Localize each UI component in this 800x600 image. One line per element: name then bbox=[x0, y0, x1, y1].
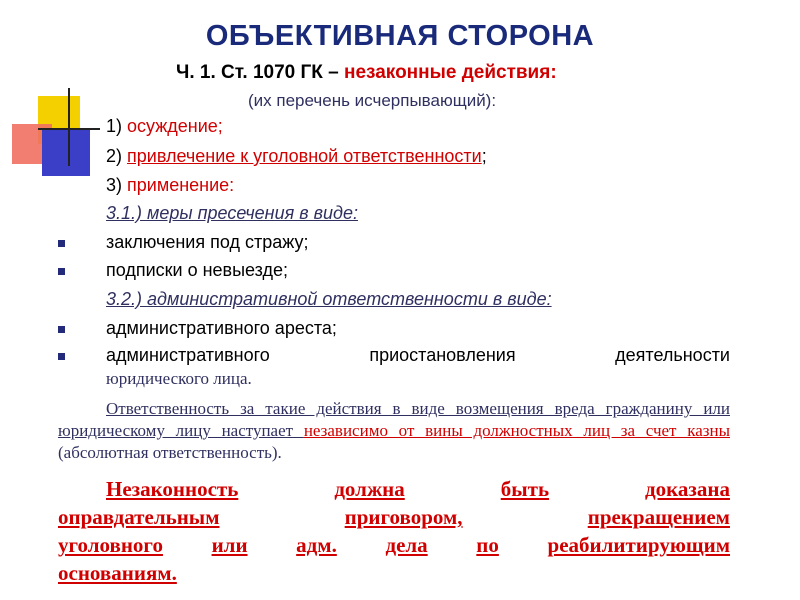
word: уголовного bbox=[58, 533, 163, 557]
subtitle-note: (их перечень исчерпывающий): bbox=[248, 91, 497, 110]
subsection-3-2: 3.2.) административной ответственности в виде: bbox=[106, 289, 552, 309]
bullet-marker bbox=[58, 326, 65, 333]
decor-vertical-line bbox=[68, 88, 70, 166]
bullet-marker bbox=[58, 268, 65, 275]
word: деятельности bbox=[615, 345, 730, 365]
subtitle-red: незаконные действия: bbox=[344, 62, 557, 83]
item-number: 1) bbox=[106, 116, 128, 136]
item-text: применение: bbox=[127, 175, 235, 195]
word: оправдательным bbox=[58, 505, 220, 529]
bullet-marker bbox=[58, 240, 65, 247]
word: Незаконность bbox=[106, 477, 239, 501]
conclusion-line-1 bbox=[58, 477, 730, 502]
item-number: 2) bbox=[106, 146, 128, 166]
bullet-item-3: административного ареста; bbox=[106, 318, 337, 338]
list-item-2 bbox=[106, 146, 487, 167]
word: реабилитирующим bbox=[547, 533, 730, 557]
para-text-red: независимо от вины должностных лиц за счет казны bbox=[303, 421, 730, 440]
word: по bbox=[476, 533, 499, 557]
subtitle-ref: Ч. 1. Ст. 1070 ГК bbox=[176, 62, 323, 83]
word: прекращением bbox=[587, 505, 730, 529]
slide-subtitle bbox=[176, 62, 557, 84]
decor-horizontal-line bbox=[38, 128, 100, 130]
bullet-item-4-cont: юридического лица. bbox=[106, 369, 252, 388]
bullet-item-4 bbox=[106, 345, 730, 366]
liability-paragraph bbox=[58, 398, 730, 464]
subsection-3-1: 3.1.) меры пресечения в виде: bbox=[106, 203, 358, 223]
bullet-marker bbox=[58, 353, 65, 360]
conclusion-line-2 bbox=[58, 505, 730, 530]
bullet-item-1: заключения под стражу; bbox=[106, 232, 309, 252]
list-item-1 bbox=[106, 116, 223, 137]
item-punct: ; bbox=[481, 146, 487, 166]
subtitle-dash: – bbox=[322, 62, 344, 83]
word: основаниям. bbox=[58, 561, 177, 585]
para-text: Ответственность за такие действия в виде возмещения вреда гражданину или юридическому лицу наступает bbox=[58, 399, 730, 440]
item-text: привлечение к уголовной ответственности bbox=[127, 146, 482, 166]
list-item-3 bbox=[106, 175, 234, 196]
word: дела bbox=[385, 533, 428, 557]
item-number: 3) bbox=[106, 175, 128, 195]
item-text: осуждение; bbox=[127, 116, 223, 136]
word: приговором, bbox=[344, 505, 463, 529]
bullet-item-2: подписки о невыезде; bbox=[106, 260, 289, 280]
decor-blue-square bbox=[42, 128, 90, 176]
word: приостановления bbox=[369, 345, 516, 365]
word: должна bbox=[334, 477, 405, 501]
conclusion-line-3 bbox=[58, 533, 730, 558]
slide-title: ОБЪЕКТИВНАЯ СТОРОНА bbox=[205, 20, 595, 52]
word: адм. bbox=[296, 533, 337, 557]
word: доказана bbox=[645, 477, 730, 501]
para-tail: (абсолютная ответственность). bbox=[58, 443, 282, 462]
conclusion-line-4 bbox=[58, 561, 730, 586]
word: административного bbox=[106, 345, 270, 365]
word: или bbox=[211, 533, 248, 557]
word: быть bbox=[500, 477, 550, 501]
